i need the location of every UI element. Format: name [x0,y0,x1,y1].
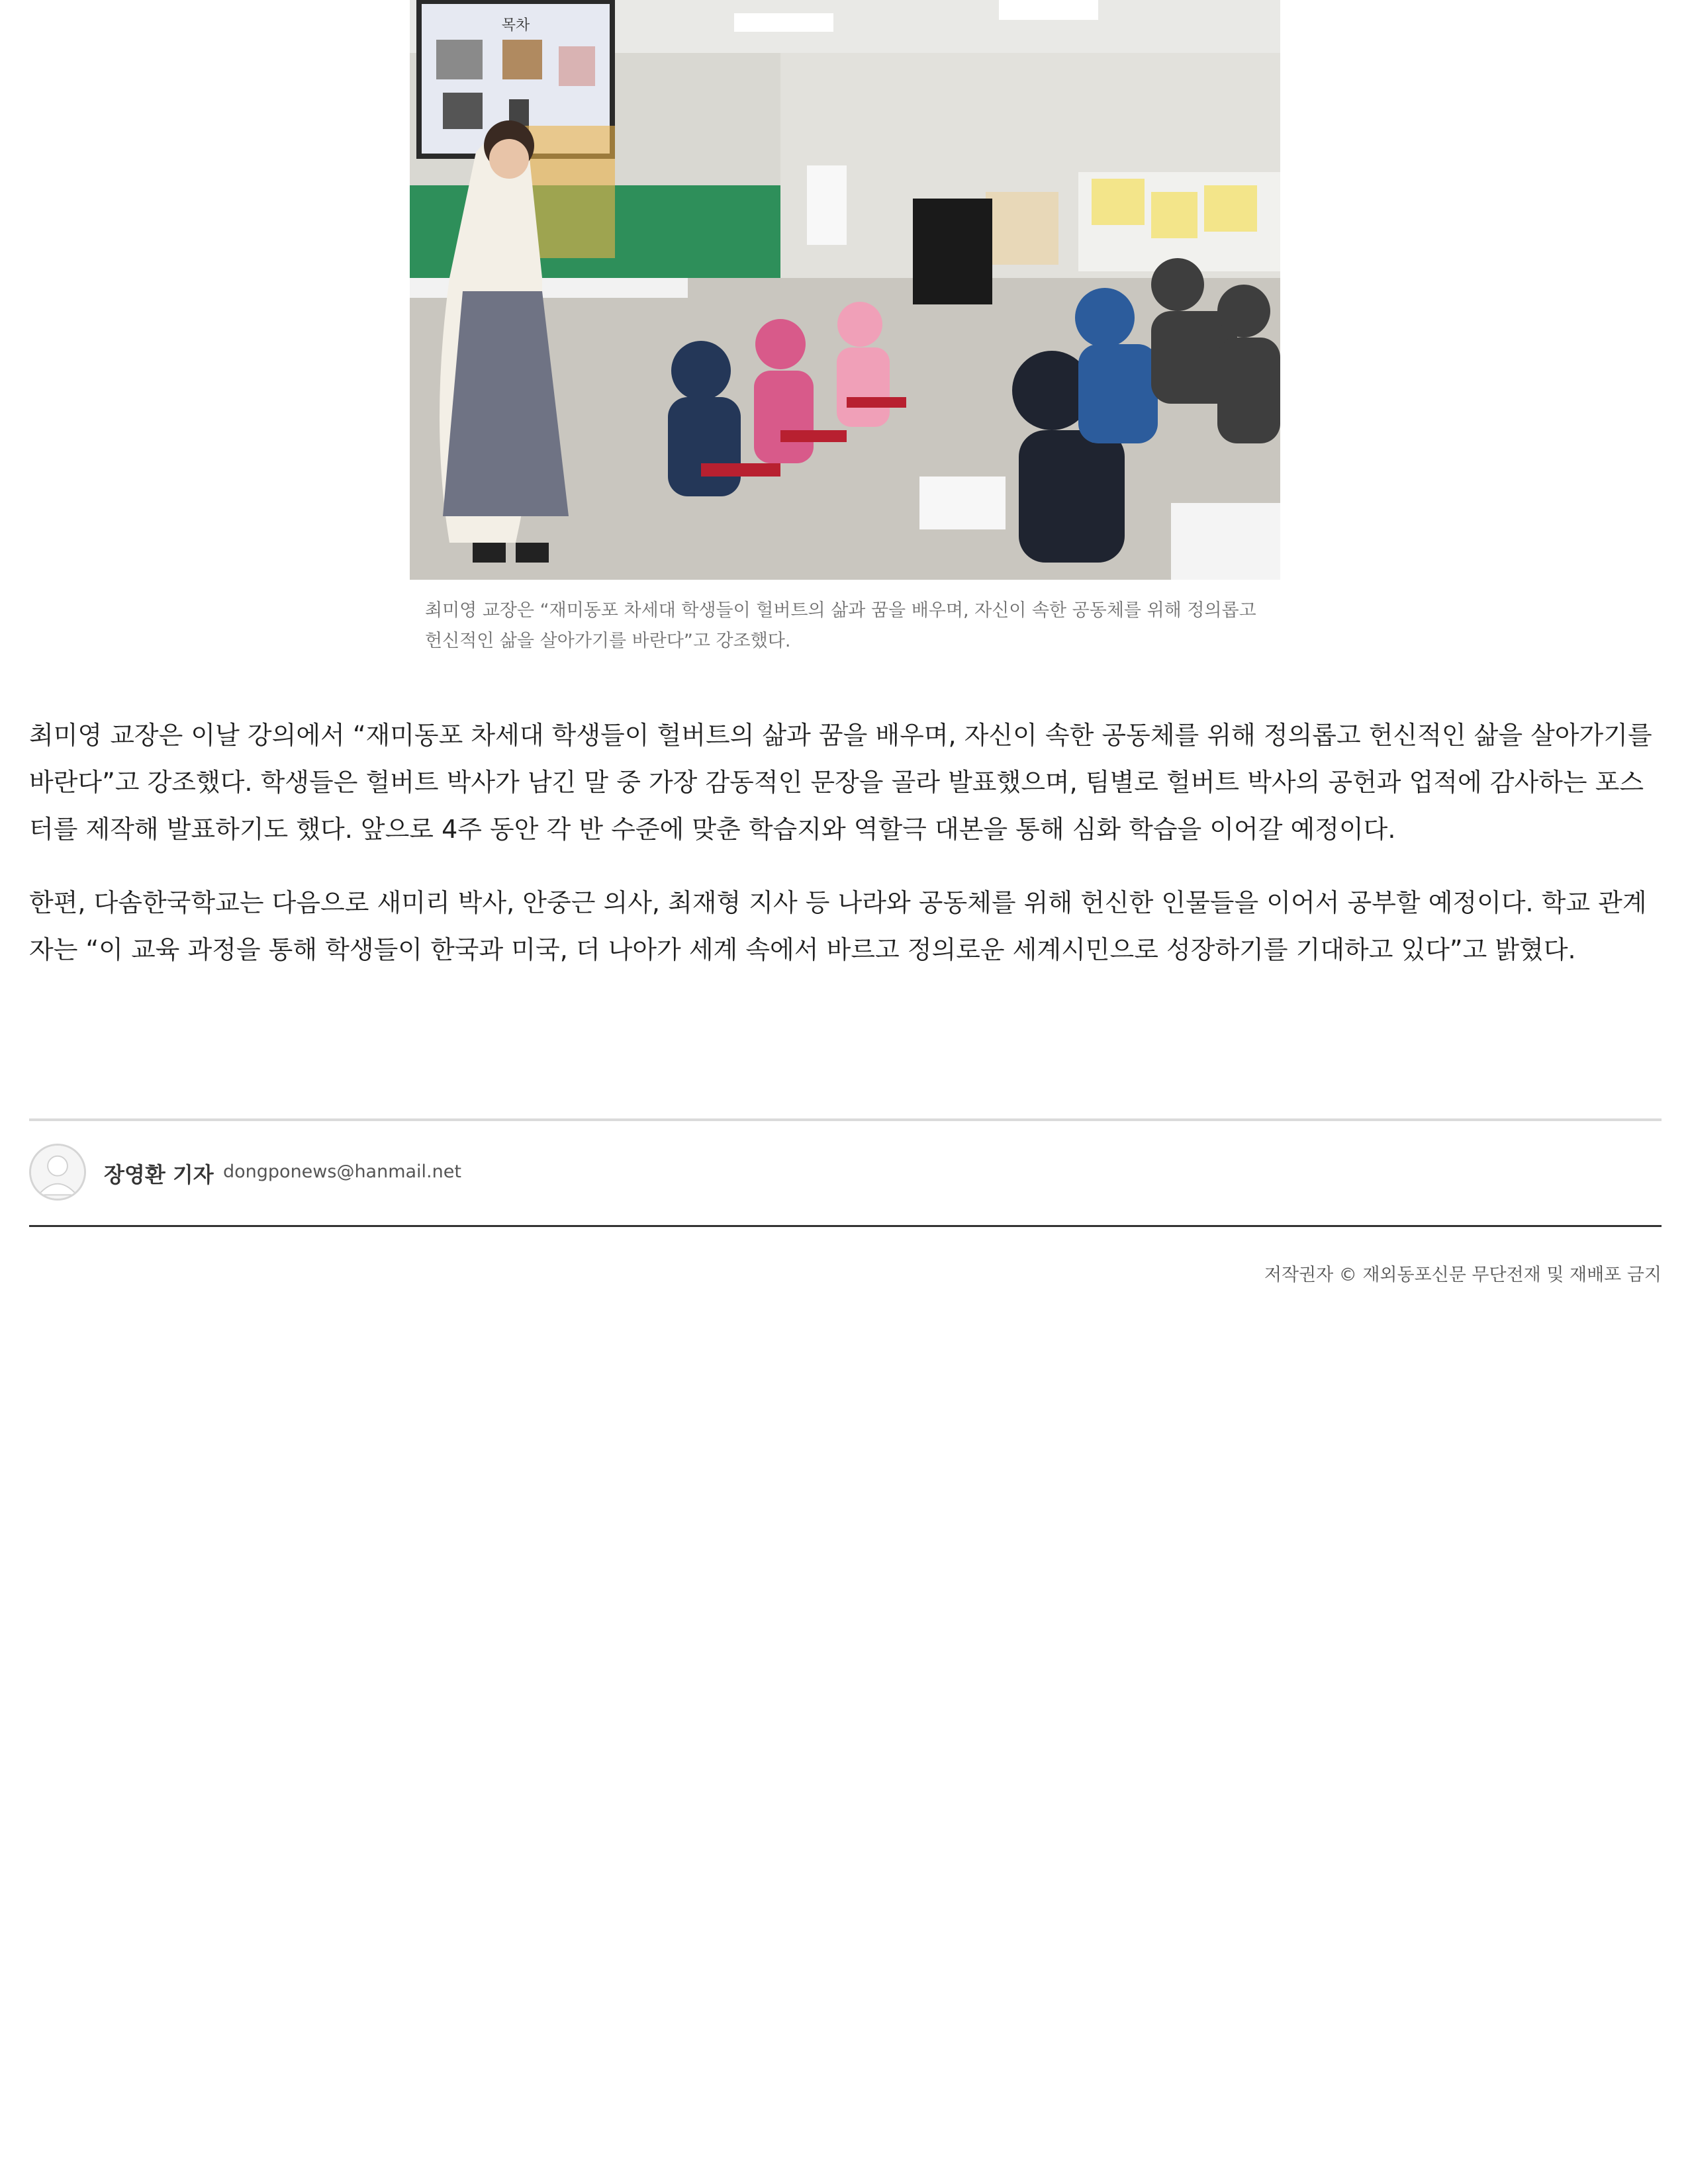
reporter-name[interactable]: 장영환 기자 [104,1162,214,1187]
reporter-email[interactable]: dongponews@hanmail.net [223,1161,461,1182]
article-paragraph: 최미영 교장은 이날 강의에서 “재미동포 차세대 학생들이 헐버트의 삶과 꿈을 배우며, 자신이 속한 공동체를 위해 정의롭고 헌신적인 삶을 살아가기를 바란다”고 강조했다. 학생들은 헐버트 박사가 남긴 말 중 가장 감동적인 문장을 골라 발표했으며, 팀별로 헐버트 박사의 공헌과 업적에 감사하는 포스터를 제작해 발표하기도 했다. 앞으로 4주 동안 각 반 수준에 맞춘 학습지와 역할극 대본을 통해 심화 학습을 이어갈 예정이다. [29,721,1652,844]
byline-divider-bottom [29,1225,1662,1227]
user-avatar-icon[interactable] [29,1144,86,1201]
byline-divider-top [29,1118,1662,1121]
screen-title: 목차 [501,17,530,34]
copyright-notice: 저작권자 © 재외동포신문 무단전재 및 재배포 금지 [1264,1265,1662,1285]
article-paragraph: 한편, 다솜한국학교는 다음으로 새미리 박사, 안중근 의사, 최재형 지사 등 나라와 공동체를 위해 헌신한 인물들을 이어서 공부할 예정이다. 학교 관계자는 “이 교육 과정을 통해 학생들이 한국과 미국, 더 나아가 세계 속에서 바르고 정의로운 세계시민으로 성장하기를 기대하고 있다”고 밝혔다. [29,888,1647,964]
classroom-photo [410,0,1280,580]
article-photo [410,0,1280,580]
reporter-byline [29,1144,1662,1203]
photo-caption: 최미영 교장은 “재미동포 차세대 학생들이 헐버트의 삶과 꿈을 배우며, 자신이 속한 공동체를 위해 정의롭고 헌신적인 삶을 살아가기를 바란다”고 강조했다. [425,600,1256,651]
